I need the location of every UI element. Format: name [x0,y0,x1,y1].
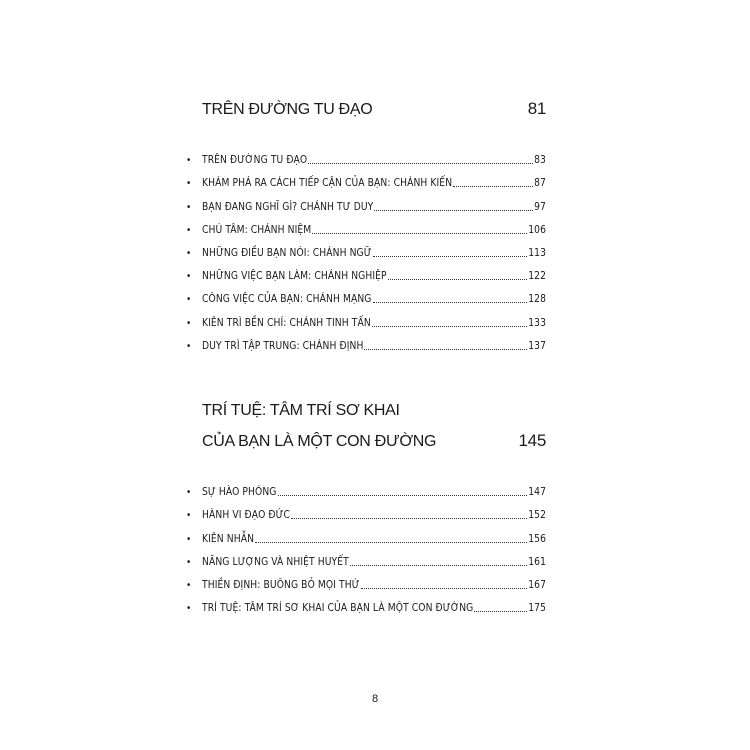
toc-entry-label: TRÍ TUỆ: TÂM TRÍ SƠ KHAI CỦA BẠN LÀ MỘT CON ĐƯỜNG [202,603,474,615]
toc-entry-page: 152 [528,510,546,522]
bullet-icon: • [186,340,192,352]
toc-entry-label: NĂNG LƯỢNG VÀ NHIỆT HUYẾT [202,556,349,568]
toc-entry-page: 128 [528,294,546,306]
toc-entry-page: 167 [528,579,546,591]
bullet-icon: • [186,201,192,213]
dot-leader [350,564,527,566]
dot-leader [291,517,527,519]
section-2-entries [186,476,546,615]
toc-entry-page: 83 [534,155,546,167]
dot-leader [373,255,527,257]
bullet-icon: • [186,271,192,283]
bullet-icon: • [186,155,192,167]
section-1-heading [202,94,546,125]
section-2-title-line-1: TRÍ TUỆ: TÂM TRÍ SƠ KHAI [202,402,400,419]
bullet-icon: • [186,579,192,591]
bullet-icon: • [186,178,192,190]
toc-entry-page: 133 [528,317,546,329]
toc-entry [186,330,546,353]
section-1-title: TRÊN ĐƯỜNG TU ĐẠO [202,101,373,118]
bullet-icon: • [186,317,192,329]
toc-entry-label: KIÊN TRÌ BỀN CHÍ: CHÁNH TINH TẤN [202,317,371,329]
toc-entry [186,283,546,306]
dot-leader [374,209,533,211]
toc-entry [186,476,546,499]
section-2-heading [202,396,546,457]
bullet-icon: • [186,247,192,259]
toc-entry-page: 161 [528,556,546,568]
toc-entry [186,214,546,237]
dot-leader [278,494,528,496]
section-2-title-line-2: CỦA BẠN LÀ MỘT CON ĐƯỜNG [202,433,437,450]
toc-entry-page: 97 [534,201,546,213]
toc-entry [186,569,546,592]
toc-entry [186,306,546,329]
toc-entry [186,546,546,569]
dot-leader [372,325,527,327]
toc-entry [186,237,546,260]
bullet-icon: • [186,224,192,236]
section-1-page: 81 [527,99,546,118]
dot-leader [373,301,528,303]
toc-entry [186,499,546,522]
bullet-icon: • [186,556,192,568]
toc-entry-label: NHỮNG ĐIỀU BẠN NÓI: CHÁNH NGỮ [202,247,372,259]
bullet-icon: • [186,487,192,499]
toc-entry [186,260,546,283]
toc-entry [186,144,546,167]
toc-entry [186,592,546,615]
toc-entry-page: 147 [528,487,546,499]
toc-entry-page: 87 [534,178,546,190]
section-2-page: 145 [518,431,546,450]
toc-entry-label: THIỀN ĐỊNH: BUÔNG BỎ MỌI THỨ [202,579,360,591]
toc-entry-label: NHỮNG VIỆC BẠN LÀM: CHÁNH NGHIỆP [202,271,387,283]
toc-entry [186,167,546,190]
toc-entry-label: BẠN ĐANG NGHĨ GÌ? CHÁNH TƯ DUY [202,201,374,213]
toc-entry-label: TRÊN ĐƯỜNG TU ĐẠO [202,155,308,167]
dot-leader [255,541,527,543]
toc-entry-page: 106 [528,224,546,236]
dot-leader [312,232,527,234]
bullet-icon: • [186,533,192,545]
toc-entry-label: DUY TRÌ TẬP TRUNG: CHÁNH ĐỊNH [202,340,364,352]
toc-entry-label: CHÚ TÂM: CHÁNH NIỆM [202,224,312,236]
toc-entry-page: 122 [528,271,546,283]
toc-entry-page: 175 [528,603,546,615]
dot-leader [308,162,533,164]
section-1-entries [186,144,546,353]
toc-entry-label: SỰ HÀO PHÓNG [202,487,277,499]
bullet-icon: • [186,603,192,615]
toc-entry-page: 113 [528,247,546,259]
dot-leader [361,587,528,589]
toc-entry [186,522,546,545]
bullet-icon: • [186,294,192,306]
toc-entry-label: CÔNG VIỆC CỦA BẠN: CHÁNH MẠNG [202,294,372,306]
dot-leader [364,348,527,350]
bullet-icon: • [186,510,192,522]
dot-leader [474,610,527,612]
toc-entry-label: KIÊN NHẪN [202,533,255,545]
toc-entry-page: 156 [528,533,546,545]
toc-entry-label: HÀNH VI ĐẠO ĐỨC [202,510,291,522]
toc-entry [186,190,546,213]
dot-leader [453,185,533,187]
toc-entry-label: KHÁM PHÁ RA CÁCH TIẾP CẬN CỦA BẠN: CHÁNH KIẾN [202,178,453,190]
dot-leader [388,278,528,280]
page-number: 8 [371,693,379,705]
toc-entry-page: 137 [528,340,546,352]
